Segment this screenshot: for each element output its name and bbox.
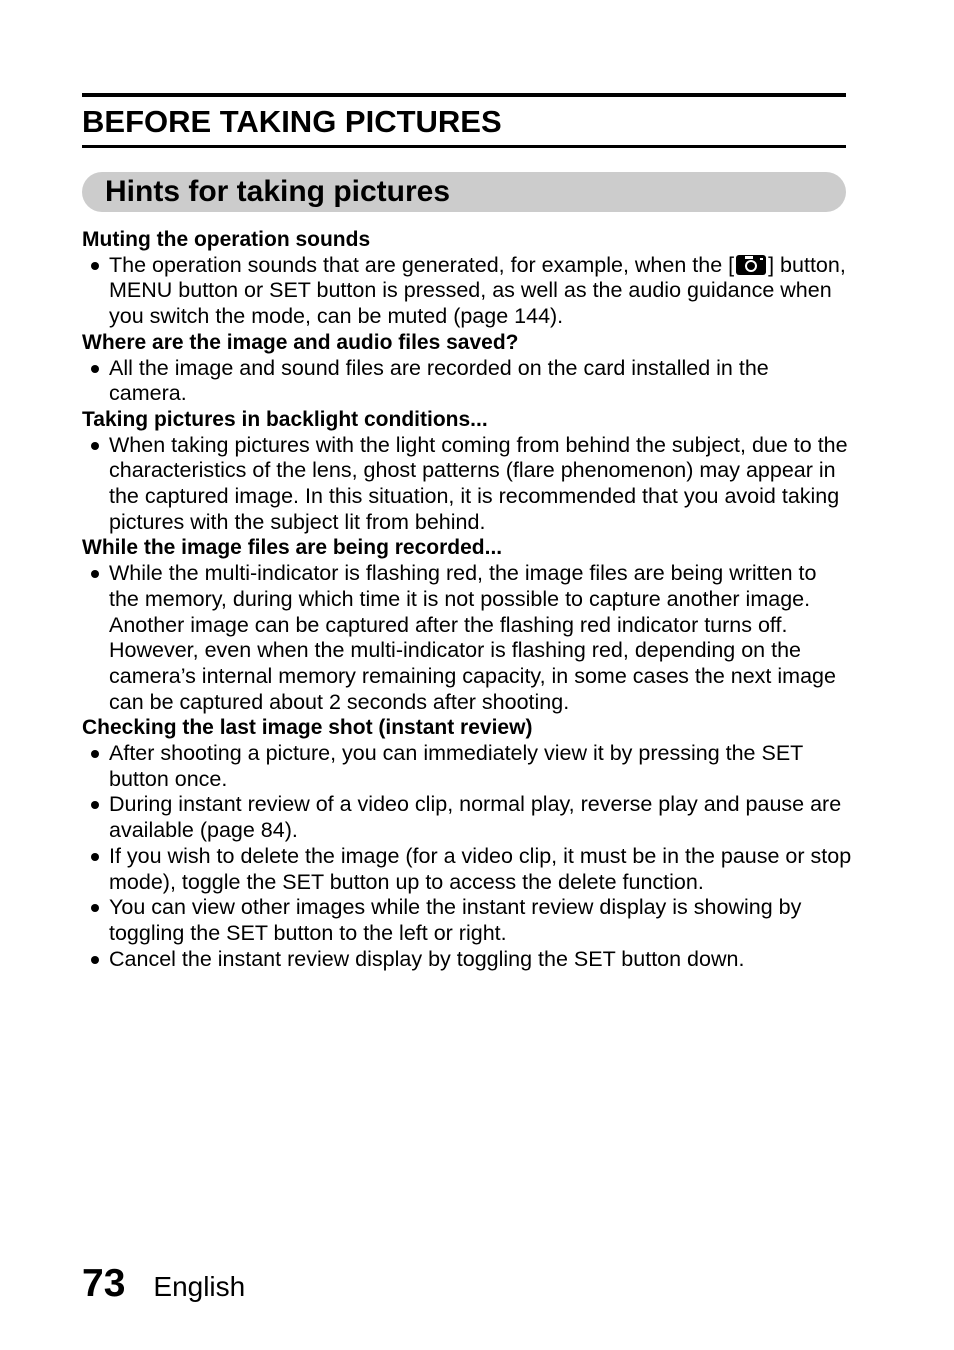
bullet-list xyxy=(82,741,852,972)
bullet-list xyxy=(82,433,852,536)
topic-backlight xyxy=(82,407,852,536)
bullet-text: The operation sounds that are generated, for example, when the [ xyxy=(109,252,735,277)
topic-recording xyxy=(82,535,852,715)
bullet-list xyxy=(82,561,852,715)
topic-heading: Muting the operation sounds xyxy=(82,228,371,251)
topic-heading: While the image files are being recorded... xyxy=(82,536,503,560)
list-item: While the multi-indicator is flashing red, the image files are being written to the memory, during which time it is not possible to capture another image. Another image can be captured after the flashing red indicator turns off. However, even when the multi-indicator is flashing red, depending on the camera’s internal memory remaining capacity, in some cases the next image can be captured about 2 seconds after shooting. xyxy=(82,561,852,715)
topic-heading: Where are the image and audio files saved? xyxy=(82,330,519,354)
list-item xyxy=(82,253,852,330)
list-item: When taking pictures with the light coming from behind the subject, due to the characteristics of the lens, ghost patterns (flare phenomenon) may appear in the captured image. In this situation, it is recommended that you avoid taking pictures with the subject lit from behind. xyxy=(82,433,852,536)
section-header xyxy=(82,172,846,212)
list-item: You can view other images while the instant review display is showing by toggling the SET button to the left or right. xyxy=(82,895,852,946)
list-item: All the image and sound files are recorded on the card installed in the camera. xyxy=(82,356,852,407)
camera-icon xyxy=(736,255,766,275)
chapter-title: BEFORE TAKING PICTURES xyxy=(82,104,502,139)
page-footer xyxy=(82,1262,245,1310)
list-item: If you wish to delete the image (for a video clip, it must be in the pause or stop mode), toggle the SET button up to access the delete function. xyxy=(82,844,852,895)
page-number: 73 xyxy=(82,1262,126,1305)
page-language: English xyxy=(153,1271,246,1302)
list-item: Cancel the instant review display by toggling the SET button down. xyxy=(82,947,852,973)
list-item: During instant review of a video clip, normal play, reverse play and pause are available (page 84). xyxy=(82,792,852,843)
bullet-list xyxy=(82,253,852,330)
bullet-text: ] button, MENU button or SET button is pressed, as well as the audio guidance when you switch the mode, can be muted (page 144). xyxy=(109,252,846,329)
hints-content xyxy=(82,227,852,972)
topic-files-saved xyxy=(82,330,852,407)
topic-heading: Taking pictures in backlight conditions... xyxy=(82,407,488,431)
topic-muting-sounds xyxy=(82,227,852,330)
chapter-header xyxy=(82,93,846,148)
section-title: Hints for taking pictures xyxy=(105,175,451,208)
topic-instant-review xyxy=(82,715,852,972)
topic-heading: Checking the last image shot (instant review) xyxy=(82,716,533,740)
list-item: After shooting a picture, you can immediately view it by pressing the SET button once. xyxy=(82,741,852,792)
bullet-list xyxy=(82,356,852,407)
